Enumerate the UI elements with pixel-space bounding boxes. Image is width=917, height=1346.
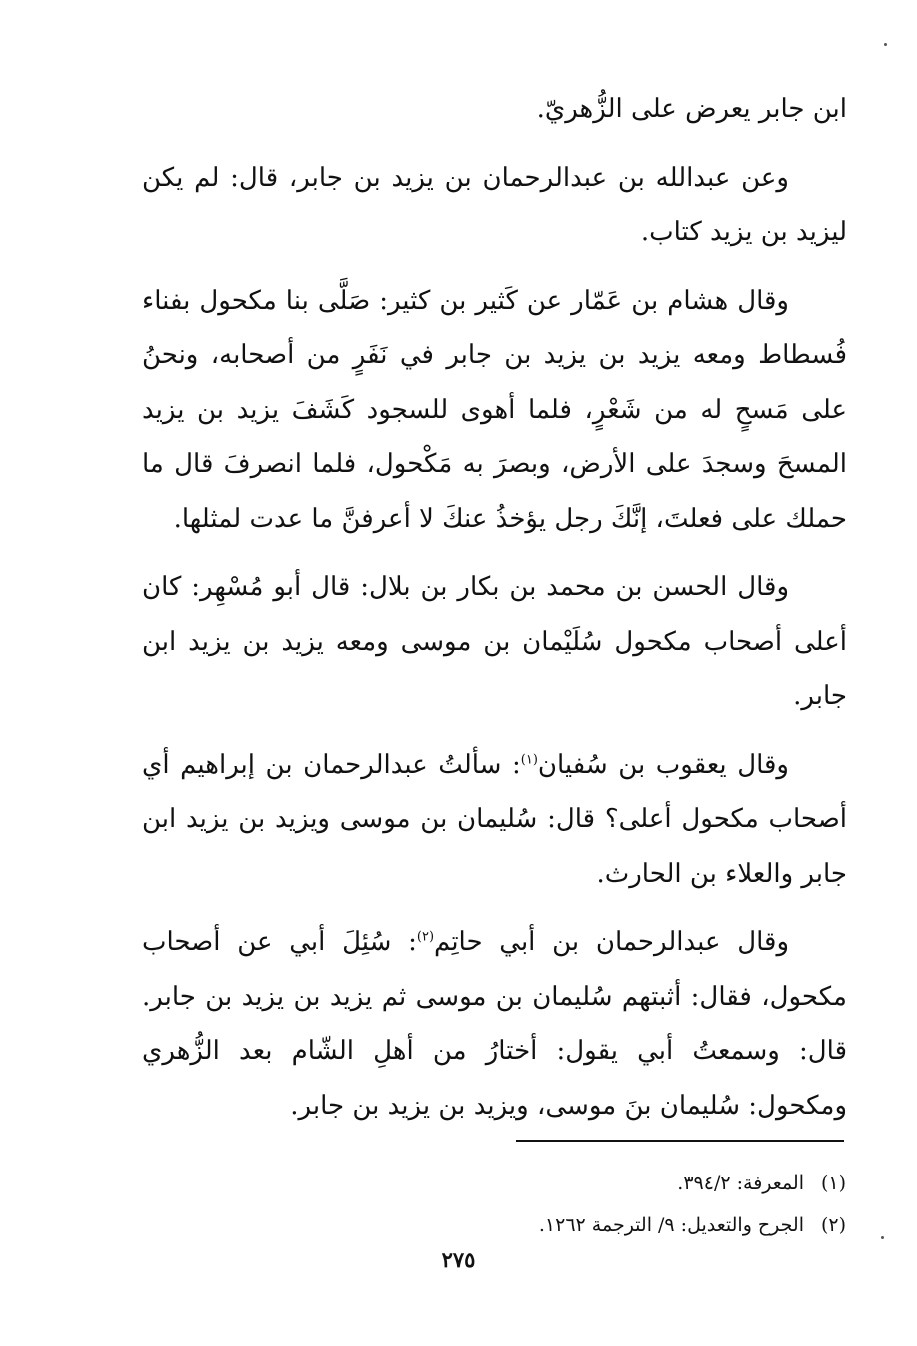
paragraph-3-text: وقال هشام بن عَمّار عن كَثير بن كثير: صَلَّى بنا مكحول بفناء فُسطاط ومعه يزيد بن يزيد بن جابر في نَفَرٍ من أصحابه، ونحنُ على مَسحٍ له من شَعْرٍ، فلما أهوى للسجود كَشَفَ يزيد بن يزيد المسحَ وسجدَ على الأرض، وبصرَ به مَكْحول، فلما انصرفَ قال ما حملك على فعلتَ، إنَّكَ رجل يؤخذُ عنكَ لا أعرفنَّ ما عدت لمثلها. (142, 285, 847, 534)
footnote-1 (300, 1162, 846, 1204)
footnote-separator (516, 1140, 844, 1142)
paragraph-5-text-before: وقال يعقوب بن سُفيان (537, 749, 789, 780)
footnote-ref-1[interactable]: (١) (520, 751, 538, 767)
paragraph-2-text: وعن عبدالله بن عبدالرحمان بن يزيد بن جابر، قال: لم يكن ليزيد بن يزيد كتاب. (142, 162, 847, 247)
paragraph-1 (142, 82, 847, 137)
scan-speck (884, 43, 887, 46)
paragraph-3 (142, 274, 847, 547)
paragraph-2 (142, 151, 847, 260)
paragraph-6-text-before: وقال عبدالرحمان بن أبي حاتِم (434, 927, 789, 957)
paragraph-6 (142, 915, 847, 1133)
footnote-1-number: (١) (820, 1172, 846, 1194)
footnote-2-text: الجرح والتعديل: ٩/ الترجمة ١٢٦٢. (538, 1214, 804, 1236)
scan-speck (881, 1236, 884, 1239)
footnote-1-text: المعرفة: ٣٩٤/٢. (677, 1172, 804, 1194)
paragraph-4-text: وقال الحسن بن محمد بن بكار بن بلال: قال أبو مُسْهِر: كان أعلى أصحاب مكحول سُلَيْمان بن موسى ومعه يزيد بن يزيد ابن جابر. (142, 572, 847, 711)
paragraph-5-text-after: : سألتُ عبدالرحمان بن إبراهيم أي أصحاب مكحول أعلى؟ قال: سُليمان بن موسى ويزيد بن يزيد ابن جابر والعلاء بن الحارث. (142, 749, 847, 889)
footnote-2 (300, 1204, 846, 1246)
paragraph-5 (142, 738, 847, 902)
paragraph-4 (142, 560, 847, 724)
footnote-2-number: (٢) (820, 1214, 846, 1236)
main-text (142, 82, 847, 1147)
paragraph-6-text-after: : سُئِلَ أبي عن أصحاب مكحول، فقال: أثبتهم سُليمان بن موسى ثم يزيد بن يزيد بن جابر. قال: وسمعتُ أبي يقول: أختارُ من أهلِ الشّام بعد الزُّهري ومكحول: سُليمان بنَ موسى، ويزيد بن يزيد بن جابر. (142, 927, 847, 1121)
footnote-ref-2[interactable]: (٢) (416, 929, 435, 945)
page-number: ٢٧٥ (441, 1247, 476, 1272)
paragraph-1-text: ابن جابر يعرض على الزُّهريّ. (536, 94, 847, 124)
footnotes (300, 1162, 846, 1246)
